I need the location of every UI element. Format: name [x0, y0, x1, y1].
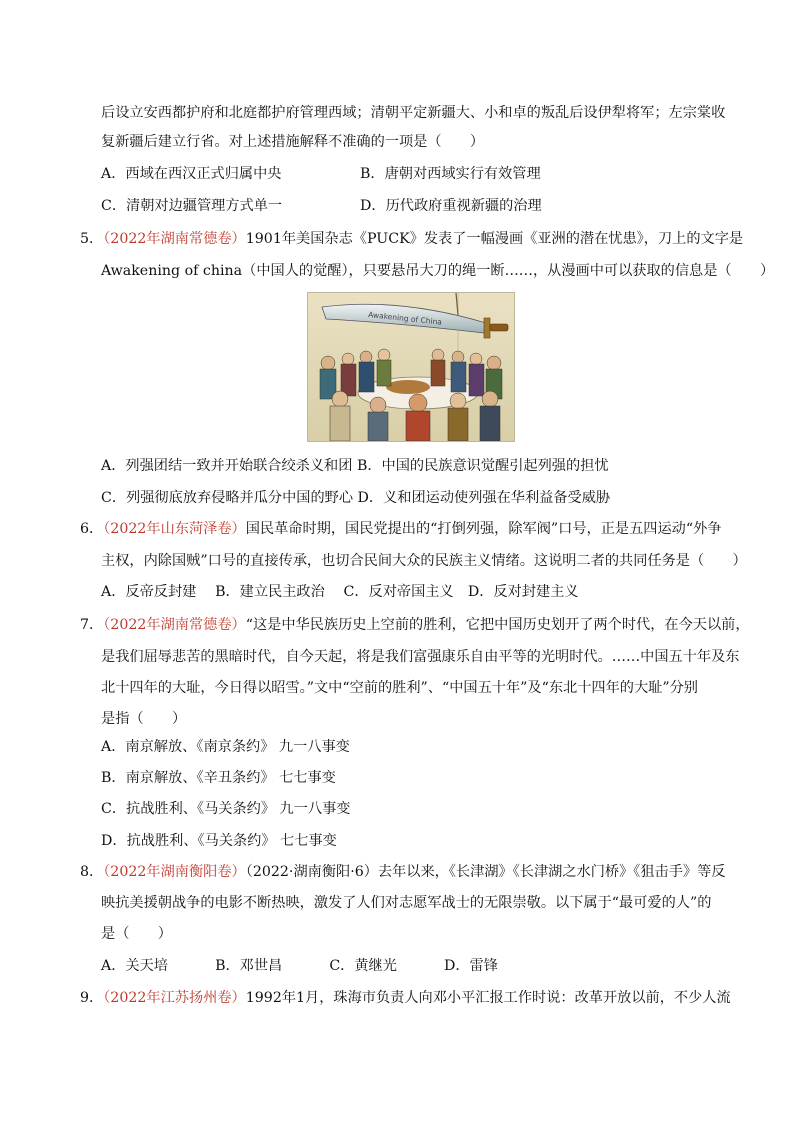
q9-source: （2022年江苏扬州卷）	[103, 990, 246, 1006]
q4-stem-line2: 复新疆后建立行省。对上述措施解释不准确的一项是（ ）	[101, 134, 485, 150]
q7-stem-line3: 北十四年的大耻，今日得以昭雪。”文中“空前的胜利”、“中国五十年”及“东北十四年的大耻”分别	[101, 680, 698, 696]
q8-stem-line3: 是（ ）	[101, 926, 172, 942]
sword-inscription: Awakening of China	[367, 310, 443, 327]
q5-text: 1901年美国杂志《PUCK》发表了一幅漫画《亚洲的潜在忧患》，刀上的文字是	[245, 231, 744, 247]
q8-stem-line1	[80, 862, 726, 882]
q7-stem-line2: 是我们屈辱悲苦的黑暗时代，自今天起，将是我们富强康乐自由平等的光明时代。……中国五十年及东	[101, 649, 740, 665]
q7-option-b: B．南京解放、《辛丑条约》 七七事变	[101, 770, 336, 786]
q5-stem-line2: Awakening of china（中国人的觉醒），只要悬吊大刀的绳一断……，从漫画中可以获取的信息是（ ）	[101, 263, 775, 279]
q6-stem-line1	[80, 519, 722, 539]
q9-number: 9．	[80, 990, 104, 1006]
cartoon-image	[307, 292, 515, 442]
q6-text: 国民革命时期，国民党提出的“打倒列强，除军阀”口号，正是五四运动“外争	[245, 521, 722, 537]
q8-source: （2022年湖南衡阳卷）	[103, 864, 246, 880]
q9-text: 1992年1月，珠海市负责人向邓小平汇报工作时说：改革开放以前，不少人流	[245, 990, 731, 1006]
q8-text: （2022·湖南衡阳·6）去年以来，《长津湖》《长津湖之水门桥》《狙击手》等反	[245, 864, 726, 880]
q5-source: （2022年湖南常德卷）	[103, 231, 246, 247]
q7-option-d: D．抗战胜利、《马关条约》 七七事变	[101, 833, 337, 849]
q6-source: （2022年山东菏泽卷）	[103, 521, 246, 537]
q8-options: A．关天培 B．邓世昌 C．黄继光 D．雷锋	[101, 958, 498, 974]
q5-stem-line1	[80, 229, 743, 249]
q8-number: 8．	[80, 864, 104, 880]
q8-stem-line2: 映抗美援朝战争的电影不断热映，激发了人们对志愿军战士的无限崇敬。以下属于“最可爱的人”的	[101, 895, 712, 911]
q6-number: 6．	[80, 521, 104, 537]
q9-stem-line1	[80, 988, 731, 1008]
q4-stem-line1: 后设立安西都护府和北庭都护府管理西域；清朝平定新疆大、小和卓的叛乱后设伊犁将军；左宗棠收	[101, 105, 726, 121]
q7-stem-line4: 是指（ ）	[101, 711, 187, 727]
q6-stem-line2: 主权，内除国贼”口号的直接传承，也切合民间大众的民族主义情绪。这说明二者的共同任务是（ ）	[101, 553, 747, 569]
q7-number: 7．	[80, 617, 104, 633]
q7-text: “这是中华民族历史上空前的胜利，它把中国历史划开了两个时代，在今天以前，	[245, 617, 750, 633]
q6-options: A．反帝反封建 B．建立民主政治 C．反对帝国主义 D．反对封建主义	[101, 584, 579, 600]
q7-source: （2022年湖南常德卷）	[103, 617, 246, 633]
q7-option-c: C．抗战胜利、《马关条约》 九一八事变	[101, 801, 351, 817]
q7-option-a: A．南京解放、《南京条约》 九一八事变	[101, 739, 350, 755]
q4-option-b: B．唐朝对西域实行有效管理	[360, 166, 541, 182]
q5-options-cd: C．列强彻底放弃侵略并瓜分中国的野心 D．义和团运动使列强在华利益备受威胁	[101, 490, 611, 506]
q5-options-ab: A．列强团结一致并开始联合绞杀义和团 B．中国的民族意识觉醒引起列强的担忧	[101, 458, 609, 474]
q4-option-c: C．清朝对边疆管理方式单一	[101, 198, 283, 214]
q4-option-a: A．西域在西汉正式归属中央	[101, 166, 282, 182]
cartoon-illustration	[308, 293, 514, 441]
q5-number: 5．	[80, 231, 104, 247]
q7-stem-line1	[80, 615, 750, 635]
q4-option-d: D．历代政府重视新疆的治理	[360, 198, 542, 214]
